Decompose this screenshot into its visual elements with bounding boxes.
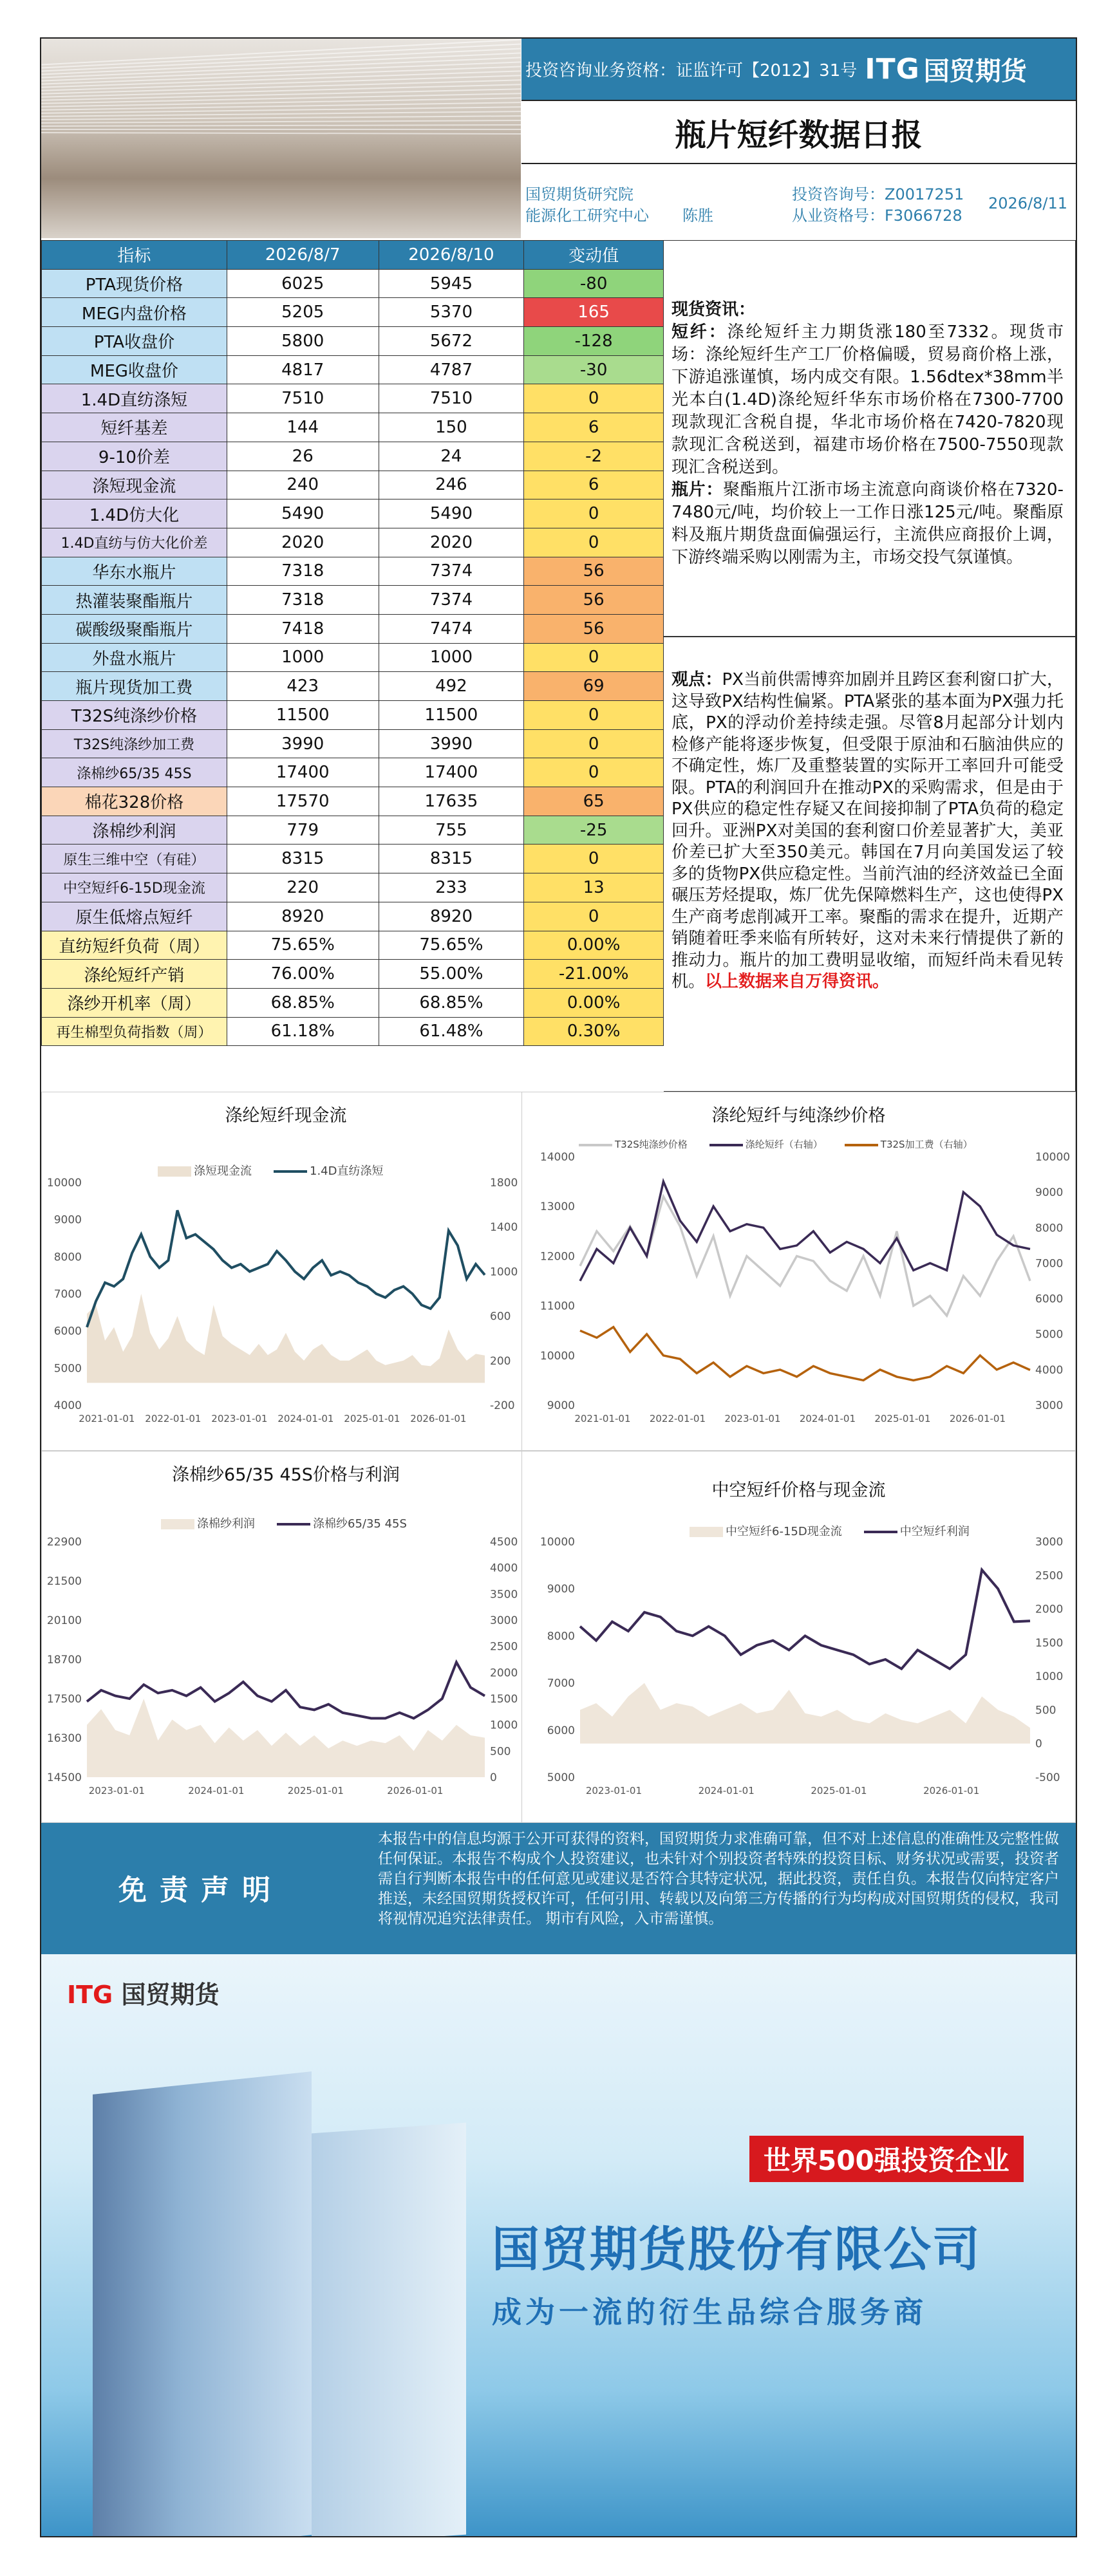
chart-title: 中空短纤价格与现金流	[711, 1480, 886, 1500]
row-value-curr: 1000	[379, 643, 524, 672]
row-label: 直纺短纤负荷（周）	[42, 931, 227, 960]
y-tick-label-right: 2500	[490, 1640, 518, 1654]
chart-title: 涤纶短纤现金流	[225, 1106, 347, 1126]
legend-item: 涤棉纱65/35 45S	[277, 1515, 407, 1531]
x-tick-label: 2022-01-01	[145, 1413, 202, 1424]
y-tick-label-left: 4000	[53, 1399, 82, 1412]
legend-item: 1.4D直纺涤短	[274, 1162, 384, 1179]
building-image	[312, 2123, 466, 2536]
row-label: T32S纯涤纱加工费	[42, 729, 227, 758]
table-header-row	[42, 241, 664, 270]
row-label: 再生棉型负荷指数（周）	[42, 1017, 227, 1046]
chart-fiber-yarn-price	[521, 1092, 1076, 1451]
y-tick-label-right: 0	[490, 1771, 497, 1784]
row-value-prev: 76.00%	[227, 960, 379, 989]
practice-license: 从业资格号：F3066728	[792, 207, 962, 225]
y-tick-label-right: -200	[490, 1399, 515, 1412]
y-tick-label-right: 1000	[1035, 1670, 1064, 1684]
table-row	[42, 643, 664, 672]
fortune500-badge: 世界500强投资企业	[749, 2136, 1024, 2182]
row-value-curr: 5370	[379, 298, 524, 327]
row-value-curr: 246	[379, 471, 524, 499]
table-row	[42, 614, 664, 643]
row-label: 涤短现金流	[42, 471, 227, 499]
x-tick-label: 2022-01-01	[649, 1413, 706, 1424]
table-row	[42, 729, 664, 758]
table-row	[42, 355, 664, 384]
row-change: 0	[524, 729, 664, 758]
legend-item: 中空短纤6-15D现金流	[690, 1522, 842, 1539]
row-value-curr: 24	[379, 442, 524, 471]
row-change: 165	[524, 298, 664, 327]
disclaimer-section	[41, 1823, 1076, 1954]
row-change: 0	[524, 528, 664, 557]
chart-canvas	[522, 1092, 1075, 1450]
row-value-prev: 7318	[227, 557, 379, 586]
row-change: 0	[524, 845, 664, 873]
analyst-name: 陈胜	[682, 207, 713, 225]
y-tick-label-right: 2500	[1035, 1569, 1064, 1583]
table-row	[42, 988, 664, 1017]
row-value-curr: 11500	[379, 701, 524, 730]
y-tick-label-left: 21500	[46, 1575, 82, 1588]
row-value-prev: 144	[227, 413, 379, 442]
y-tick-label-right: 0	[1035, 1737, 1042, 1751]
row-value-curr: 5672	[379, 327, 524, 356]
row-value-curr: 2020	[379, 528, 524, 557]
column-header: 变动值	[524, 241, 664, 270]
building-image	[93, 2071, 312, 2536]
table-row	[42, 327, 664, 356]
x-tick-label: 2024-01-01	[799, 1413, 856, 1424]
price-line	[580, 1570, 1030, 1669]
row-value-prev: 5800	[227, 327, 379, 356]
row-label: MEG收盘价	[42, 355, 227, 384]
table-row	[42, 269, 664, 298]
row-value-curr: 55.00%	[379, 960, 524, 989]
row-value-prev: 5490	[227, 499, 379, 528]
fiber-price-line	[580, 1182, 1030, 1281]
table-row	[42, 758, 664, 787]
spot-info-panel	[664, 240, 1076, 637]
column-header: 2026/8/10	[379, 241, 524, 270]
header-bar	[521, 39, 1076, 100]
table-row	[42, 298, 664, 327]
row-label: 热灌装聚酯瓶片	[42, 586, 227, 615]
row-change: -80	[524, 269, 664, 298]
table-row	[42, 701, 664, 730]
row-value-prev: 423	[227, 672, 379, 701]
row-change: 0.00%	[524, 988, 664, 1017]
textile-hero-image	[41, 39, 521, 238]
x-tick-label: 2026-01-01	[387, 1785, 444, 1797]
row-label: 原生三维中空（有硅）	[42, 845, 227, 873]
data-table	[41, 240, 664, 1046]
y-tick-label-right: 4500	[490, 1536, 518, 1549]
row-value-prev: 8920	[227, 902, 379, 931]
y-tick-label-right: 500	[490, 1745, 511, 1759]
x-tick-label: 2026-01-01	[949, 1413, 1006, 1424]
y-tick-label-right: 2000	[1035, 1603, 1064, 1616]
chart-blend-yarn	[41, 1451, 530, 1823]
spot-fiber-text: 涤纶短纤主力期货涨180至7332。现货市场：涤纶短纤生产工厂价格偏暖，贸易商价格上涨，下游追涨谨慎，场内成交有限。1.56dtex*38mm半光本白(1.4D)涤纶短纤华东市场价格在7300-7700现款现汇含税自提，华北市场价格在7420-7820现款现汇含税送到，福建市场价格在7500-7550现款现汇含税送到。	[671, 322, 1064, 477]
department-name: 能源化工研究中心	[525, 207, 649, 225]
y-tick-label-right: 2000	[490, 1666, 518, 1680]
row-value-curr: 492	[379, 672, 524, 701]
yarn-fee-line	[580, 1327, 1030, 1381]
row-change: 65	[524, 787, 664, 816]
row-label: 华东水瓶片	[42, 557, 227, 586]
row-value-prev: 240	[227, 471, 379, 499]
y-tick-label-right: 600	[490, 1310, 511, 1323]
x-tick-label: 2025-01-01	[287, 1785, 344, 1797]
disclaimer-text: 本报告中的信息均源于公开可获得的资料，国贸期货力求准确可靠，但不对上述信息的准确性及完整性做任何保证。本报告不构成个人投资建议，也未针对个别投资者特殊的投资目标、财务状况或需要，投资者需自行判断本报告中的任何意见或建议是否符合其特定状况，据此投资，责任自负。本报告仅向特定客户推送，未经国贸期货授权许可，任何引用、转载以及向第三方传播的行为均构成对国贸期货的侵权，我司将视情况追究法律责任。 期市有风险，入市需谨慎。	[378, 1831, 1059, 1927]
cashflow-area	[580, 1683, 1030, 1744]
y-tick-label-right: 1400	[490, 1221, 518, 1235]
table-row	[42, 586, 664, 615]
row-label: 碳酸级聚酯瓶片	[42, 614, 227, 643]
column-header: 2026/8/7	[227, 241, 379, 270]
thread-line	[41, 132, 521, 135]
y-tick-label-right: 3000	[1035, 1399, 1064, 1412]
y-tick-label-left: 8000	[53, 1251, 82, 1264]
footer-logo: ITG 国贸期货	[67, 1981, 220, 2009]
x-tick-label: 2023-01-01	[585, 1785, 643, 1797]
table-row	[42, 902, 664, 931]
company-name: 国贸期货股份有限公司	[492, 2222, 981, 2277]
y-tick-label-left: 7000	[53, 1288, 82, 1301]
row-value-curr: 7510	[379, 384, 524, 413]
thread-line	[41, 120, 521, 124]
footer-banner	[41, 1954, 1076, 2536]
row-value-curr: 8920	[379, 902, 524, 931]
row-value-prev: 5205	[227, 298, 379, 327]
table-row	[42, 499, 664, 528]
row-value-curr: 7374	[379, 586, 524, 615]
table-row	[42, 528, 664, 557]
y-tick-label-left: 20100	[46, 1614, 82, 1627]
y-tick-label-left: 7000	[547, 1677, 575, 1690]
y-tick-label-left: 6000	[547, 1724, 575, 1737]
y-tick-label-left: 9000	[547, 1583, 575, 1596]
row-change: 0	[524, 701, 664, 730]
row-change: 6	[524, 471, 664, 499]
row-change: 6	[524, 413, 664, 442]
y-tick-label-right: -500	[1035, 1771, 1060, 1784]
row-value-prev: 4817	[227, 355, 379, 384]
y-tick-label-left: 12000	[540, 1250, 575, 1264]
table-row	[42, 787, 664, 816]
row-change: -21.00%	[524, 960, 664, 989]
y-tick-label-right: 8000	[1035, 1222, 1064, 1235]
spot-fiber-label: 短纤：	[671, 322, 727, 342]
row-change: -25	[524, 816, 664, 845]
y-tick-label-right: 1500	[490, 1693, 518, 1706]
y-tick-label-left: 22900	[46, 1536, 82, 1549]
row-change: 0	[524, 758, 664, 787]
invest-license: 投资咨询号：Z0017251	[792, 185, 964, 203]
table-row	[42, 1017, 664, 1046]
x-tick-label: 2025-01-01	[874, 1413, 931, 1424]
row-label: 1.4D直纺与仿大化价差	[42, 528, 227, 557]
row-value-curr: 8315	[379, 845, 524, 873]
x-tick-label: 2026-01-01	[410, 1413, 467, 1424]
x-tick-label: 2024-01-01	[188, 1785, 245, 1797]
row-value-prev: 68.85%	[227, 988, 379, 1017]
table-row	[42, 672, 664, 701]
table-row	[42, 442, 664, 471]
y-tick-label-left: 16300	[46, 1732, 82, 1745]
row-value-prev: 75.65%	[227, 931, 379, 960]
legend-item: 中空短纤利润	[864, 1522, 970, 1539]
viewpoint-label: 观点：	[671, 670, 722, 689]
viewpoint-panel	[664, 637, 1076, 1092]
report-meta	[521, 165, 1076, 238]
table-row	[42, 413, 664, 442]
y-tick-label-left: 10000	[46, 1177, 82, 1190]
itg-logo: ITG	[865, 53, 920, 86]
row-value-curr: 755	[379, 816, 524, 845]
legend-item: T32S纯涤纱价格	[579, 1137, 688, 1151]
row-value-prev: 220	[227, 873, 379, 902]
row-value-curr: 75.65%	[379, 931, 524, 960]
chart-hollow-fiber	[521, 1451, 1076, 1823]
row-value-prev: 1000	[227, 643, 379, 672]
row-change: 0	[524, 902, 664, 931]
table-row	[42, 845, 664, 873]
qualification-text: 投资咨询业务资格：证监许可【2012】31号	[525, 61, 858, 80]
x-tick-label: 2024-01-01	[277, 1413, 334, 1424]
spot-bottle-text: 聚酯瓶片江浙市场主流意向商谈价格在7320-7480元/吨，均价较上一工作日涨125元/吨。聚酯原料及瓶片期货盘面偏强运行，主流供应商报价上调，下游终端采购以刚需为主，市场交投气氛谨慎。	[671, 480, 1064, 567]
y-tick-label-left: 14000	[540, 1151, 575, 1164]
row-change: 56	[524, 557, 664, 586]
legend-item: 涤棉纱利润	[161, 1515, 255, 1531]
row-label: 9-10价差	[42, 442, 227, 471]
row-label: 涤纶短纤产销	[42, 960, 227, 989]
row-value-curr: 5490	[379, 499, 524, 528]
y-tick-label-right: 10000	[1035, 1151, 1071, 1164]
row-label: 1.4D仿大化	[42, 499, 227, 528]
legend-item: T32S加工费（右轴）	[845, 1137, 973, 1151]
row-label: 涤纱开机率（周）	[42, 988, 227, 1017]
row-value-curr: 233	[379, 873, 524, 902]
y-tick-label-right: 1000	[490, 1265, 518, 1279]
table-row	[42, 931, 664, 960]
row-label: 涤棉纱65/35 45S	[42, 758, 227, 787]
y-tick-label-left: 14500	[46, 1771, 82, 1784]
row-label: 中空短纤6-15D现金流	[42, 873, 227, 902]
price-line	[87, 1210, 485, 1327]
y-tick-label-right: 3000	[1035, 1536, 1064, 1549]
row-value-prev: 6025	[227, 269, 379, 298]
row-label: PTA收盘价	[42, 327, 227, 356]
row-change: 0	[524, 384, 664, 413]
y-tick-label-right: 3500	[490, 1588, 518, 1601]
row-value-curr: 17400	[379, 758, 524, 787]
row-change: 0.00%	[524, 931, 664, 960]
y-tick-label-left: 13000	[540, 1200, 575, 1214]
row-value-curr: 61.48%	[379, 1017, 524, 1046]
row-value-prev: 3990	[227, 729, 379, 758]
x-tick-label: 2025-01-01	[811, 1785, 867, 1797]
row-label: 涤棉纱利润	[42, 816, 227, 845]
table-row	[42, 816, 664, 845]
x-tick-label: 2025-01-01	[344, 1413, 400, 1424]
table-row	[42, 384, 664, 413]
row-label: MEG内盘价格	[42, 298, 227, 327]
row-value-curr: 17635	[379, 787, 524, 816]
chart-title: 涤棉纱65/35 45S价格与利润	[172, 1465, 400, 1485]
row-value-curr: 150	[379, 413, 524, 442]
x-tick-label: 2021-01-01	[574, 1413, 631, 1424]
chart-canvas	[42, 1092, 530, 1450]
row-value-prev: 17570	[227, 787, 379, 816]
y-tick-label-left: 10000	[540, 1349, 575, 1363]
chart-canvas	[522, 1451, 1075, 1822]
x-tick-label: 2026-01-01	[923, 1785, 980, 1797]
chart-canvas	[42, 1451, 530, 1822]
institute-name: 国贸期货研究院	[525, 185, 634, 203]
table-row	[42, 873, 664, 902]
report-title: 瓶片短纤数据日报	[521, 100, 1076, 164]
data-source-note: 以上数据来自万得资讯。	[705, 972, 890, 991]
table-row	[42, 557, 664, 586]
row-change: 13	[524, 873, 664, 902]
y-tick-label-left: 6000	[53, 1325, 82, 1338]
y-tick-label-left: 9000	[547, 1399, 575, 1412]
legend-item: 涤纶短纤（右轴）	[709, 1137, 823, 1151]
row-change: 69	[524, 672, 664, 701]
row-label: PTA现货价格	[42, 269, 227, 298]
report-date: 2026/8/11	[988, 194, 1068, 212]
y-tick-label-right: 4000	[490, 1562, 518, 1575]
row-change: 0	[524, 643, 664, 672]
row-value-prev: 11500	[227, 701, 379, 730]
chart-fiber-cashflow	[41, 1092, 530, 1451]
y-tick-label-right: 3000	[490, 1614, 518, 1627]
row-label: 棉花328价格	[42, 787, 227, 816]
y-tick-label-right: 7000	[1035, 1257, 1064, 1271]
row-value-prev: 8315	[227, 845, 379, 873]
row-value-prev: 7318	[227, 586, 379, 615]
x-tick-label: 2021-01-01	[79, 1413, 135, 1424]
disclaimer-heading: 免责声明	[118, 1874, 283, 1907]
spot-bottle-label: 瓶片：	[671, 480, 724, 499]
table-row	[42, 960, 664, 989]
row-label: 外盘水瓶片	[42, 643, 227, 672]
x-tick-label: 2024-01-01	[698, 1785, 755, 1797]
row-value-prev: 17400	[227, 758, 379, 787]
row-label: T32S纯涤纱价格	[42, 701, 227, 730]
row-change: 0.30%	[524, 1017, 664, 1046]
company-logo-name: 国贸期货	[923, 57, 1027, 86]
y-tick-label-right: 500	[1035, 1704, 1056, 1717]
row-change: 0	[524, 499, 664, 528]
row-value-curr: 3990	[379, 729, 524, 758]
y-tick-label-left: 9000	[53, 1213, 82, 1227]
row-change: 56	[524, 586, 664, 615]
row-label: 瓶片现货加工费	[42, 672, 227, 701]
x-tick-label: 2023-01-01	[724, 1413, 781, 1424]
viewpoint-text: PX当前供需博弈加剧并且跨区套利窗口扩大，这导致PX结构性偏紧。PTA紧张的基本面为PX强力托底，PX的浮动价差持续走强。尽管8月起部分计划内检修产能将逐步恢复，但受限于原油和石脑油供应的不确定性，炼厂及重整装置的实际开工率回升可能受限。PTA的利润回升在推动PX的采购需求，但是由于PX供应的稳定性存疑又在间接抑制了PTA负荷的稳定回升。亚洲PX对美国的套利窗口价差显著扩大，美亚价差已扩大至350美元。韩国在7月向美国发运了较多的货物PX供应稳定性。当前汽油的经济效益已全面碾压芳烃提取，炼厂优先保障燃料生产，这也使得PX生产商考虑削减开工率。聚酯的需求在提升，近期产销随着旺季来临有所转好，这对未来行情提供了新的推动力。瓶片的加工费明显收缩，而短纤尚未看见转机。	[671, 670, 1064, 991]
y-tick-label-right: 5000	[1035, 1328, 1064, 1341]
y-tick-label-left: 17500	[46, 1693, 82, 1706]
company-slogan: 成为一流的衍生品综合服务商	[492, 2295, 927, 2329]
row-value-prev: 779	[227, 816, 379, 845]
thread-line	[41, 129, 521, 130]
y-tick-label-left: 18700	[46, 1654, 82, 1666]
y-tick-label-right: 1800	[490, 1177, 518, 1190]
y-tick-label-left: 11000	[540, 1300, 575, 1313]
spot-heading: 现货资讯：	[671, 300, 756, 319]
y-tick-label-left: 10000	[540, 1536, 575, 1549]
chart-title: 涤纶短纤与纯涤纱价格	[711, 1106, 886, 1126]
y-tick-label-right: 4000	[1035, 1363, 1064, 1377]
y-tick-label-left: 5000	[53, 1362, 82, 1376]
row-change: -30	[524, 355, 664, 384]
row-value-curr: 7374	[379, 557, 524, 586]
row-value-prev: 26	[227, 442, 379, 471]
x-tick-label: 2023-01-01	[88, 1785, 145, 1797]
y-tick-label-left: 8000	[547, 1630, 575, 1643]
row-value-prev: 61.18%	[227, 1017, 379, 1046]
row-value-prev: 7510	[227, 384, 379, 413]
row-value-prev: 7418	[227, 614, 379, 643]
row-change: -2	[524, 442, 664, 471]
y-tick-label-right: 200	[490, 1354, 511, 1368]
x-tick-label: 2023-01-01	[211, 1413, 268, 1424]
y-tick-label-right: 1000	[490, 1719, 518, 1732]
row-label: 1.4D直纺涤短	[42, 384, 227, 413]
row-value-prev: 2020	[227, 528, 379, 557]
y-tick-label-left: 5000	[547, 1771, 575, 1784]
y-tick-label-right: 9000	[1035, 1186, 1064, 1200]
column-header: 指标	[42, 241, 227, 270]
row-label: 短纤基差	[42, 413, 227, 442]
row-value-curr: 5945	[379, 269, 524, 298]
row-value-curr: 68.85%	[379, 988, 524, 1017]
row-value-curr: 4787	[379, 355, 524, 384]
thread-line	[41, 124, 521, 127]
row-value-curr: 7474	[379, 614, 524, 643]
legend-item: 涤短现金流	[158, 1162, 252, 1179]
row-label: 原生低熔点短纤	[42, 902, 227, 931]
table-row	[42, 471, 664, 499]
y-tick-label-right: 1500	[1035, 1636, 1064, 1650]
y-tick-label-right: 6000	[1035, 1293, 1064, 1306]
row-change: -128	[524, 327, 664, 356]
row-change: 56	[524, 614, 664, 643]
